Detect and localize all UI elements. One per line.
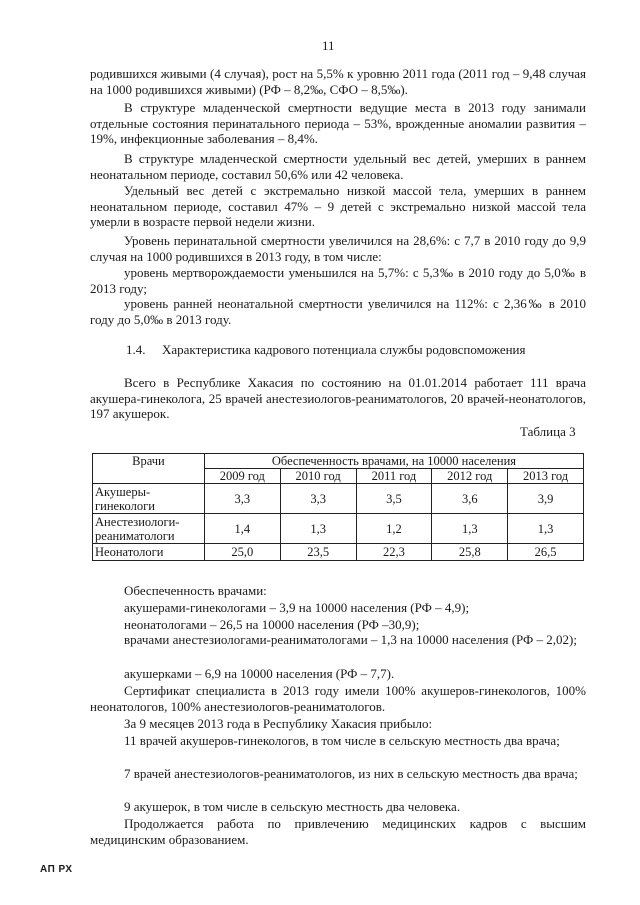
- cell-value: 22,3: [356, 544, 432, 561]
- table-row: [93, 544, 584, 561]
- paragraph-list-item: врачами анестезиологами-реаниматологами – 1,3 на 10000 населения (РФ – 2,02);: [124, 632, 578, 647]
- footer-mark: АП РХ: [40, 864, 73, 875]
- header-year: 2011 год: [356, 469, 432, 484]
- paragraph-5: Уровень перинатальной смертности увеличился на 28,6%: с 7,7 в 2010 году до 9,9 случая на 1000 родившихся в 2013 году, в том числе:: [90, 233, 586, 264]
- header-provision: Обеспеченность врачами, на 10000 населения: [204, 454, 583, 469]
- cell-value: 3,3: [204, 484, 280, 514]
- cell-value: 3,3: [280, 484, 356, 514]
- section-heading: [126, 342, 596, 358]
- cell-value: 25,8: [432, 544, 508, 561]
- cell-value: 26,5: [508, 544, 584, 561]
- cell-value: 1,3: [508, 514, 584, 544]
- header-year: 2012 год: [432, 469, 508, 484]
- paragraph-7: уровень ранней неонатальной смертности увеличился на 112%: с 2,36‰ в 2010 году до 5,0‰ в 2013 году.: [90, 296, 586, 327]
- cell-value: 23,5: [280, 544, 356, 561]
- paragraph-closing: Продолжается работа по привлечению медицинских кадров с высшим медицинским образованием.: [90, 816, 586, 847]
- cell-value: 25,0: [204, 544, 280, 561]
- row-label: Неонатологи: [93, 544, 205, 561]
- row-label: Анестезиологи-реаниматологи: [93, 514, 205, 544]
- header-doctors: Врачи: [93, 454, 205, 484]
- cell-value: 3,9: [508, 484, 584, 514]
- cell-value: 1,4: [204, 514, 280, 544]
- header-year: 2009 год: [204, 469, 280, 484]
- header-year: 2010 год: [280, 469, 356, 484]
- paragraph-list-item: неонатологами – 26,5 на 10000 населения (РФ –30,9);: [124, 617, 420, 632]
- intro-paragraph: Всего в Республике Хакасия по состоянию на 01.01.2014 работает 111 врача акушера-гинеколога, 25 врачей анестезиологов-реаниматологов, 20 врачей-неонатологов, 197 акушерок.: [90, 375, 586, 422]
- cell-value: 1,2: [356, 514, 432, 544]
- table-caption: Таблица 3: [520, 424, 576, 439]
- paragraph-arrived: За 9 месяцев 2013 года в Республику Хакасия прибыло:: [124, 716, 433, 731]
- staffing-table: [92, 453, 584, 561]
- paragraph-1: родившихся живыми (4 случая), рост на 5,5% к уровню 2011 года (2011 год – 9,48 случая на 1000 родившихся живыми) (РФ – 8,2‰, СФО – 8,5‰).: [90, 66, 586, 97]
- table-row: [93, 514, 584, 544]
- paragraph-6: уровень мертворождаемости уменьшился на 5,7%: с 5,3‰ в 2010 году до 5,0‰ в 2013 году;: [90, 265, 586, 296]
- table-row: [93, 484, 584, 514]
- paragraph-3: В структуре младенческой смертности удельный вес детей, умерших в раннем неонатальном периоде, составил 50,6% или 42 человека.: [90, 151, 586, 182]
- paragraph-list-item: 11 врачей акушеров-гинекологов, в том числе в сельскую местность два врача;: [124, 733, 560, 748]
- paragraph-2: В структуре младенческой смертности ведущие места в 2013 году занимали отдельные состояния перинатального периода – 53%, врожденные аномалии развития – 19%, инфекционные заболевания – 8,4%.: [90, 100, 586, 147]
- paragraph-4: Удельный вес детей с экстремально низкой массой тела, умерших в раннем неонатальном периоде, составил 47% – 9 детей с экстремально низкой массой тела умерли в возрасте первой недели жизни.: [90, 183, 586, 230]
- paragraph-certificate: Сертификат специалиста в 2013 году имели 100% акушеров-гинекологов, 100% неонатологов, 100% анестезиологов-реаниматологов.: [90, 683, 586, 714]
- cell-value: 3,6: [432, 484, 508, 514]
- page-number: 11: [322, 38, 335, 53]
- paragraph-list-item: 9 акушерок, в том числе в сельскую местность два человека.: [124, 799, 461, 814]
- header-year: 2013 год: [508, 469, 584, 484]
- paragraph-list-item: акушерками – 6,9 на 10000 населения (РФ – 7,7).: [124, 666, 395, 681]
- section-number: 1.4.: [126, 342, 146, 357]
- cell-value: 1,3: [432, 514, 508, 544]
- paragraph-list-item: 7 врачей анестезиологов-реаниматологов, из них в сельскую местность два врача;: [124, 766, 578, 781]
- row-label: Акушеры-гинекологи: [93, 484, 205, 514]
- cell-value: 3,5: [356, 484, 432, 514]
- section-title: Характеристика кадрового потенциала службы родовспоможения: [162, 342, 526, 357]
- paragraph-list-item: акушерами-гинекологами – 3,9 на 10000 населения (РФ – 4,9);: [124, 600, 470, 615]
- cell-value: 1,3: [280, 514, 356, 544]
- paragraph-provision: Обеспеченность врачами:: [124, 583, 267, 598]
